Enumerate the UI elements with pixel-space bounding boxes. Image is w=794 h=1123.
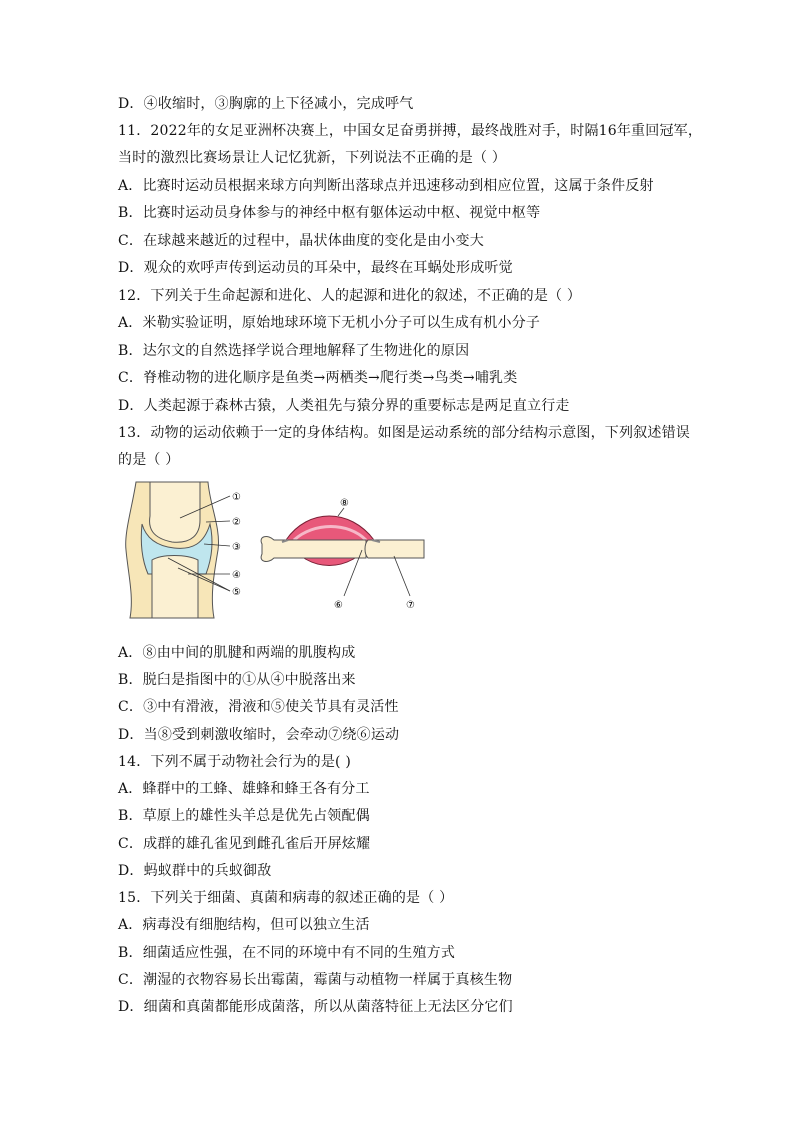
muscle-diagram xyxy=(261,498,424,611)
q11-option-b: B．比赛时运动员身体参与的神经中枢有躯体运动中枢、视觉中枢等 xyxy=(118,205,541,221)
lower-bone xyxy=(152,556,198,619)
q11-stem-line1: 11．2022年的女足亚洲杯决赛上，中国女足奋勇拼搏，最终战胜对手，时隔16年重回冠军， xyxy=(118,123,703,139)
q15-stem: 15．下列关于细菌、真菌和病毒的叙述正确的是（ ） xyxy=(118,890,454,906)
q13-option-a: A．⑧由中间的肌腱和两端的肌腹构成 xyxy=(118,645,356,661)
q13-stem-line1: 13．动物的运动依赖于一定的身体结构。如图是运动系统的部分结构示意图，下列叙述错误 xyxy=(118,425,691,441)
q11-option-d: D．观众的欢呼声传到运动员的耳朵中，最终在耳蜗处形成听觉 xyxy=(118,260,513,276)
label-7: ⑦ xyxy=(406,600,415,611)
label-3: ③ xyxy=(232,542,241,553)
q11-option-c: C．在球越来越近的过程中，晶状体曲度的变化是由小变大 xyxy=(118,233,484,249)
label-5: ⑤ xyxy=(232,587,241,598)
q11-stem-line2: 当时的激烈比赛场景让人记忆犹新，下列说法不正确的是（ ） xyxy=(118,150,507,166)
q14-option-b: B．草原上的雄性头羊总是优先占领配偶 xyxy=(118,808,370,824)
q14-stem: 14．下列不属于动物社会行为的是( ) xyxy=(118,754,351,770)
q14-option-d: D．蚂蚁群中的兵蚁御敌 xyxy=(118,863,272,879)
figure-svg xyxy=(118,478,438,620)
q14-option-c: C．成群的雄孔雀见到雌孔雀后开屏炫耀 xyxy=(118,836,371,852)
q12-option-c: C．脊椎动物的进化顺序是鱼类→两栖类→爬行类→鸟类→哺乳类 xyxy=(118,370,518,386)
q15-option-a: A．病毒没有细胞结构，但可以独立生活 xyxy=(118,917,370,933)
label-8: ⑧ xyxy=(340,498,349,509)
q10-option-d: D．④收缩时，③胸廓的上下径减小，完成呼气 xyxy=(118,96,414,112)
q15-option-b: B．细菌适应性强，在不同的环境中有不同的生殖方式 xyxy=(118,945,456,961)
label-6: ⑥ xyxy=(334,600,343,611)
q12-option-d: D．人类起源于森林古猿，人类祖先与猿分界的重要标志是两足直立行走 xyxy=(118,398,570,414)
q13-option-d: D．当⑧受到刺激收缩时，会牵动⑦绕⑥运动 xyxy=(118,727,400,743)
q12-option-b: B．达尔文的自然选择学说合理地解释了生物进化的原因 xyxy=(118,343,470,359)
label-4: ④ xyxy=(232,570,241,581)
q13-option-b: B．脱臼是指图中的①从④中脱落出来 xyxy=(118,672,356,688)
q14-option-a: A．蜂群中的工蜂、雄蜂和蜂王各有分工 xyxy=(118,781,370,797)
right-bone xyxy=(365,540,424,558)
joint-muscle-figure xyxy=(118,478,438,620)
q15-option-d: D．细菌和真菌都能形成菌落，所以从菌落特征上无法区分它们 xyxy=(118,999,513,1015)
label-2: ② xyxy=(232,517,241,528)
q13-stem-line2: 的是（ ） xyxy=(118,452,180,468)
left-bone xyxy=(261,537,366,562)
q11-option-a: A．比赛时运动员根据来球方向判断出落球点并迅速移动到相应位置，这属于条件反射 xyxy=(118,178,654,194)
joint-diagram xyxy=(126,482,241,618)
q15-option-c: C．潮湿的衣物容易长出霉菌，霉菌与动植物一样属于真核生物 xyxy=(118,972,513,988)
q13-option-c: C．③中有滑液，滑液和⑤使关节具有灵活性 xyxy=(118,699,399,715)
label-1: ① xyxy=(232,492,241,503)
q12-option-a: A．米勒实验证明，原始地球环境下无机小分子可以生成有机小分子 xyxy=(118,315,541,331)
q12-stem: 12．下列关于生命起源和进化、人的起源和进化的叙述，不正确的是（ ） xyxy=(118,288,582,304)
